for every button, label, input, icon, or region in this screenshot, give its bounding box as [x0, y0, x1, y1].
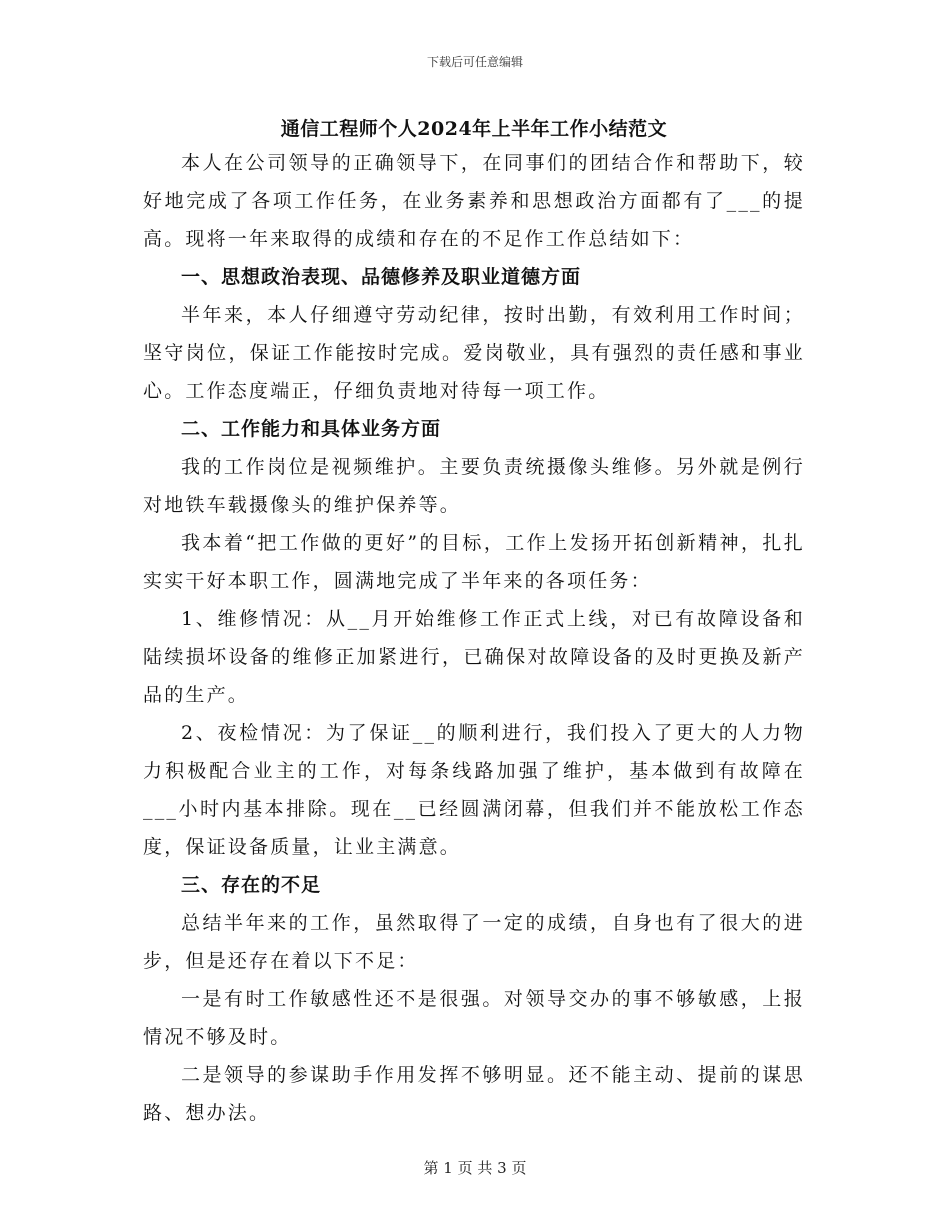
section3-paragraph-2: 一是有时工作敏感性还不是很强。对领导交办的事不够敏感，上报情况不够及时。 [143, 988, 805, 1048]
section2-paragraph-1: 我的工作岗位是视频维护。主要负责统摄像头维修。另外就是例行对地铁车载摄像头的维护保养等。 [143, 456, 805, 516]
section1-paragraph: 半年来，本人仔细遵守劳动纪律，按时出勤，有效利用工作时间；坚守岗位，保证工作能按时完成。爱岗敬业，具有强烈的责任感和事业心。工作态度端正，仔细负责地对待每一项工作。 [143, 304, 805, 402]
intro-paragraph: 本人在公司领导的正确领导下，在同事们的团结合作和帮助下，较好地完成了各项工作任务，在业务素养和思想政治方面都有了___的提高。现将一年来取得的成绩和存在的不足作工作总结如下： [143, 152, 805, 250]
section3-paragraph-3: 二是领导的参谋助手作用发挥不够明显。还不能主动、提前的谋思路、想办法。 [143, 1064, 805, 1124]
section-heading-1: 一、思想政治表现、品德修养及职业道德方面 [181, 266, 582, 288]
section2-paragraph-3: 1、维修情况：从__月开始维修工作正式上线，对已有故障设备和陆续损坏设备的维修正加紧进行，已确保对故障设备的及时更换及新产品的生产。 [143, 608, 805, 706]
page-header-note: 下载后可任意编辑 [426, 55, 523, 69]
page-number: 第 1 页 共 3 页 [423, 1159, 527, 1177]
section3-paragraph-1: 总结半年来的工作，虽然取得了一定的成绩，自身也有了很大的进步，但是还存在着以下不足： [143, 912, 805, 972]
document-title: 通信工程师个人2024年上半年工作小结范文 [280, 118, 668, 140]
section2-paragraph-4: 2、夜检情况：为了保证__的顺利进行，我们投入了更大的人力物力积极配合业主的工作，对每条线路加强了维护，基本做到有故障在___小时内基本排除。现在__已经圆满闭幕，但我们并不能放松工作态度，保证设备质量，让业主满意。 [143, 722, 805, 858]
section2-paragraph-2: 我本着“把工作做的更好”的目标，工作上发扬开拓创新精神，扎扎实实干好本职工作，圆满地完成了半年来的各项任务： [143, 532, 805, 592]
section-heading-3: 三、存在的不足 [181, 874, 322, 896]
section-heading-2: 二、工作能力和具体业务方面 [181, 418, 442, 440]
document-body [143, 114, 805, 1132]
